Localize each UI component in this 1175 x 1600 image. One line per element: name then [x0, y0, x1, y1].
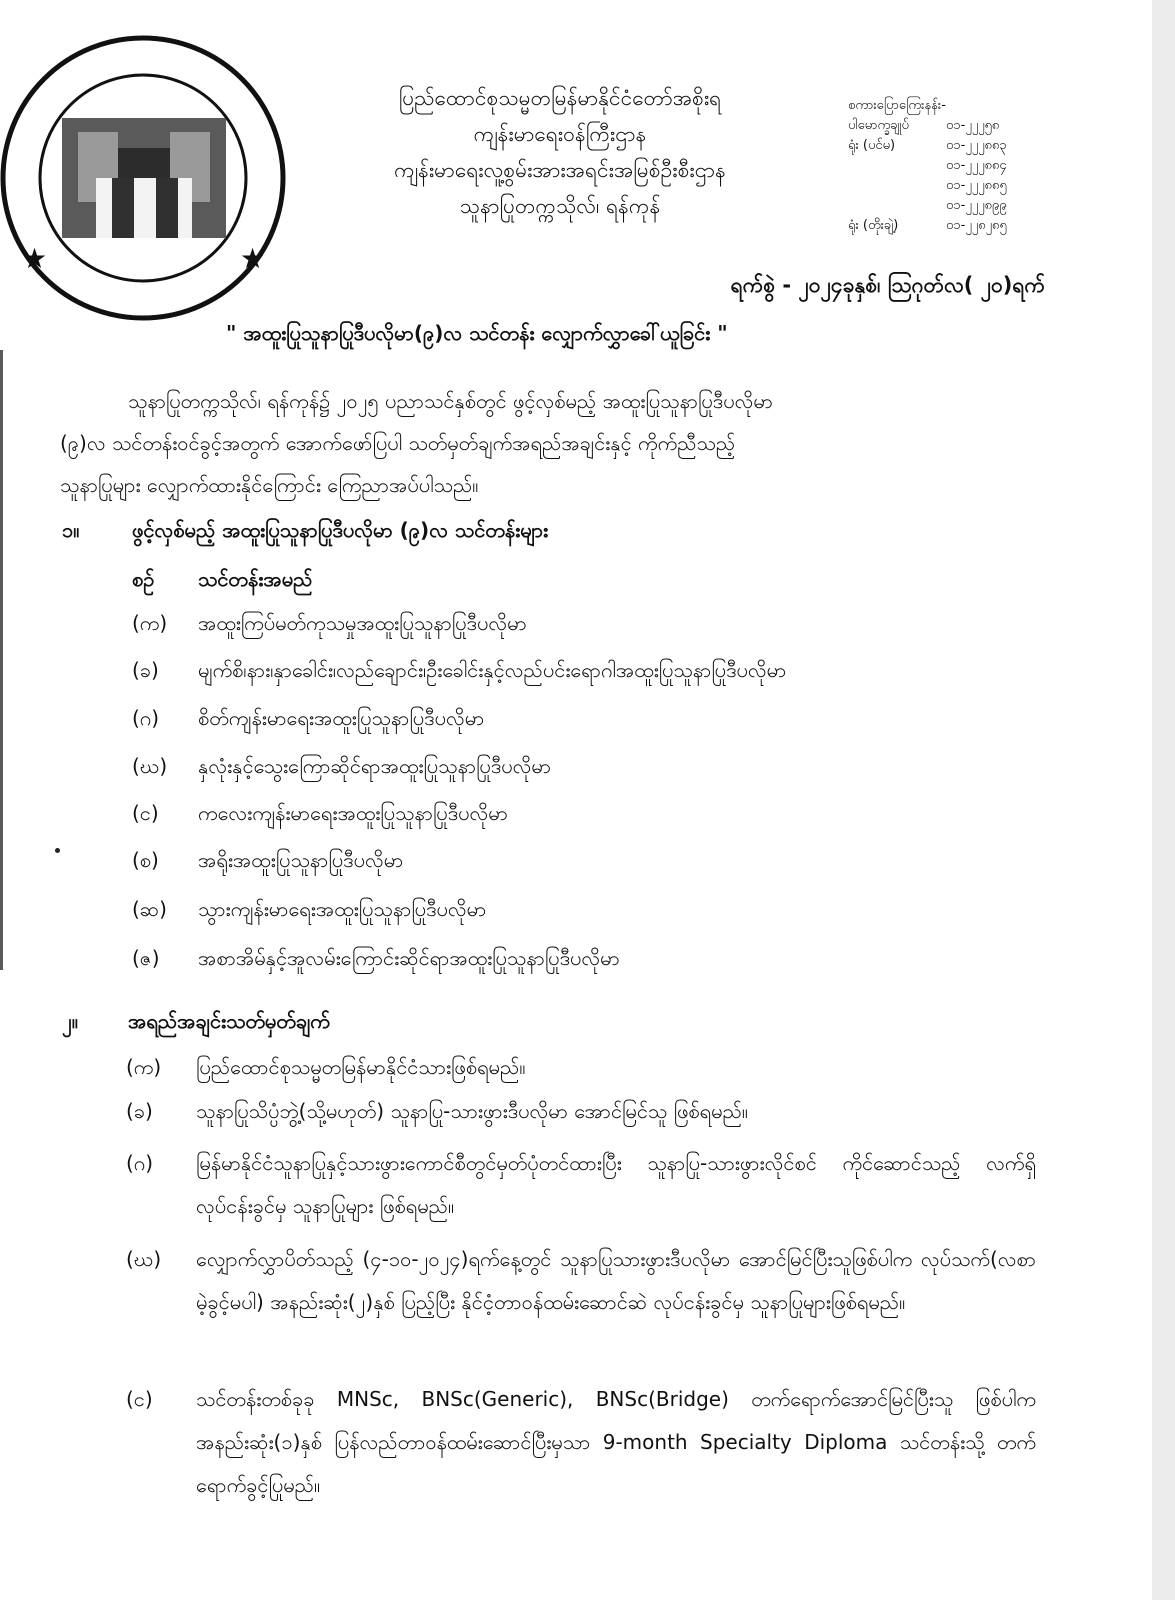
svg-text:★: ★ [22, 242, 48, 275]
course-marker: (င) [132, 801, 159, 825]
course-marker: (ဃ) [132, 754, 168, 778]
requirement-marker: (ဃ) [126, 1247, 162, 1271]
course-name: အထူးကြပ်မတ်ကုသမှုအထူးပြုသူနာပြုဒီပလိုမာ [198, 611, 527, 635]
section-2-title: အရည်အချင်းသတ်မှတ်ချက် [128, 1009, 330, 1033]
course-marker: (ဂ) [132, 706, 160, 730]
course-marker: (ဇ) [132, 946, 160, 970]
phone-number: ၀၁-၂၂၂၈၈၄ [946, 158, 1007, 173]
intro-line-3: သူနာပြုများ လျှောက်ထားနိုင်ကြောင်း ကြေညာအပ်ပါသည်။ [60, 473, 479, 497]
requirement-marker: (ခ) [126, 1099, 153, 1123]
course-name: နှလုံးနှင့်သွေးကြောဆိုင်ရာအထူးပြုသူနာပြုဒီပလိုမာ [198, 754, 552, 778]
requirement-text: မြန်မာနိုင်ငံသူနာပြုနှင့်သားဖွားကောင်စီတွင်မှတ်ပုံတင်ထားပြီး သူနာပြု-သားဖွားလိုင်စင် ကိုင်ဆောင်သည့် လက်ရှိလုပ်ငန်းခွင်မှ သူနာပြုများ ဖြစ်ရမည်။ [196, 1151, 1036, 1218]
section-2-number: ၂။ [62, 1009, 78, 1033]
requirement-text: ပြည်ထောင်စုသမ္မတမြန်မာနိုင်ငံသားဖြစ်ရမည်။ [196, 1055, 526, 1079]
course-marker: (စ) [132, 848, 159, 872]
phone-label [848, 196, 946, 216]
scan-speck [55, 848, 60, 853]
letterhead-line-4: သူနာပြုတက္ကသိုလ်၊ ရန်ကုန် [459, 194, 661, 218]
course-name: သွားကျန်းမာရေးအထူးပြုသူနာပြုဒီပလိုမာ [198, 897, 487, 921]
phone-row [848, 156, 1038, 176]
phone-row [848, 216, 1038, 236]
course-name: စိတ်ကျန်းမာရေးအထူးပြုသူနာပြုဒီပလိုမာ [198, 706, 485, 730]
course-marker: (ခ) [132, 658, 159, 682]
course-marker: (က) [132, 611, 168, 635]
university-seal [0, 28, 286, 328]
requirement-item [126, 1378, 1036, 1507]
phone-number: ၀၁-၂၂၂၈၈၃ [946, 138, 1007, 153]
requirement-text: လျှောက်လွှာပိတ်သည့် (၄-၁၀-၂၀၂၄)ရက်နေ့တွင် သူနာပြုသားဖွားဒီပလိုမာ အောင်မြင်ပြီးသူဖြစ်ပါက လုပ်သက်(လစာမဲ့ခွင့်မပါ) အနည်းဆုံး(၂)နှစ် ပြည့်ပြီး နိုင်ငံ့တာဝန်ထမ်းဆောင်ဆဲ လုပ်ငန်းခွင်မှ သူနာပြုများဖြစ်ရမည်။ [196, 1247, 1036, 1314]
letterhead-line-1: ပြည်ထောင်စုသမ္မတမြန်မာနိုင်ငံတော်အစိုးရ [398, 86, 722, 110]
course-name: မျက်စိ၊နား၊နှာခေါင်း၊လည်ချောင်း၊ဦးခေါင်းနှင့်လည်ပင်းရောဂါအထူးပြုသူနာပြုဒီပလိုမာ [198, 658, 787, 682]
column-no-header: စဉ် [132, 567, 155, 591]
svg-text:★: ★ [240, 242, 266, 275]
phone-row [848, 196, 1038, 216]
requirement-item [126, 1142, 1036, 1228]
course-name: အစာအိမ်နှင့်အူလမ်းကြောင်းဆိုင်ရာအထူးပြုသူနာပြုဒီပလိုမာ [198, 946, 620, 970]
phone-number: ၀၁-၂၂၂၅၈ [946, 118, 1000, 133]
phone-heading: စကားပြောကြေးနန်း- [848, 98, 946, 113]
scan-edge-strip [1152, 0, 1175, 1600]
requirement-item [126, 1238, 1036, 1324]
phone-row [848, 176, 1038, 196]
course-name: ကလေးကျန်းမာရေးအထူးပြုသူနာပြုဒီပလိုမာ [198, 801, 508, 825]
requirement-text: သူနာပြုသိပ္ပံဘွဲ့(သို့မဟုတ်) သူနာပြု-သားဖွားဒီပလိုမာ အောင်မြင်သူ ဖြစ်ရမည်။ [196, 1099, 748, 1123]
phone-label: ပါမောက္ခချုပ် [848, 118, 909, 133]
requirement-marker: (င) [126, 1387, 153, 1411]
phone-label [848, 176, 946, 196]
phone-number: ၀၁-၂၂၂၈၉၉ [946, 198, 1007, 213]
intro-line-2: (၉)လ သင်တန်းဝင်ခွင့်အတွက် အောက်ဖော်ပြပါ သတ်မှတ်ချက်အရည်အချင်းနှင့် ကိုက်ညီသည့် [60, 431, 736, 455]
phone-number: ၀၁-၂၂၈၂၈၅ [946, 218, 1007, 233]
phone-row [848, 116, 1038, 136]
course-name: အရိုးအထူးပြုသူနာပြုဒီပလိုမာ [198, 848, 404, 872]
requirement-marker: (က) [126, 1055, 162, 1079]
subject-line: " အထူးပြုသူနာပြုဒီပလိုမာ(၉)လ သင်တန်း လျှောက်လွှာခေါ်ယူခြင်း " [226, 321, 728, 345]
scan-edge-mark [0, 350, 3, 970]
phone-label [848, 156, 946, 176]
section-1-number: ၁။ [62, 518, 80, 542]
letterhead-line-2: ကျန်းမာရေးဝန်ကြီးဌာန [473, 122, 647, 146]
phone-label: ရုံး (ပင်မ) [848, 138, 896, 153]
letterhead-line-3: ကျန်းမာရေးလူ့စွမ်းအားအရင်းအမြစ်ဦးစီးဌာန [394, 158, 726, 182]
section-1-title: ဖွင့်လှစ်မည့် အထူးပြုသူနာပြုဒီပလိုမာ (၉)လ သင်တန်းများ [132, 518, 549, 542]
phone-row [848, 136, 1038, 156]
document-date: ရက်စွဲ - ၂၀၂၄ခုနှစ်၊ ဩဂုတ်လ( ၂၀)ရက် [730, 273, 1045, 297]
intro-paragraph [60, 380, 1025, 506]
column-name-header: သင်တန်းအမည် [198, 567, 313, 591]
requirement-text: သင်တန်းတစ်ခုခု MNSc, BNSc(Generic), BNSc(Bridge) တက်ရောက်အောင်မြင်ပြီးသူ ဖြစ်ပါက အနည်းဆုံး(၁)နှစ် ပြန်လည်တာဝန်ထမ်းဆောင်ပြီးမှသာ 9-month Specialty Diploma သင်တန်းသို့ တက်ရောက်ခွင့်ပြုမည်။ [196, 1387, 1036, 1497]
requirement-marker: (ဂ) [126, 1151, 154, 1175]
phone-number: ၀၁-၂၂၂၈၈၅ [946, 178, 1007, 193]
course-marker: (ဆ) [132, 897, 167, 921]
letterhead [300, 80, 820, 224]
intro-line-1: သူနာပြုတက္ကသိုလ်၊ ရန်ကုန်၌ ၂၀၂၅ ပညာသင်နှစ်တွင် ဖွင့်လှစ်မည့် အထူးပြုသူနာပြုဒီပလိုမာ [128, 389, 774, 413]
phone-label: ရုံး (တိုးချဲ့) [848, 218, 899, 233]
phone-list [848, 96, 1038, 236]
